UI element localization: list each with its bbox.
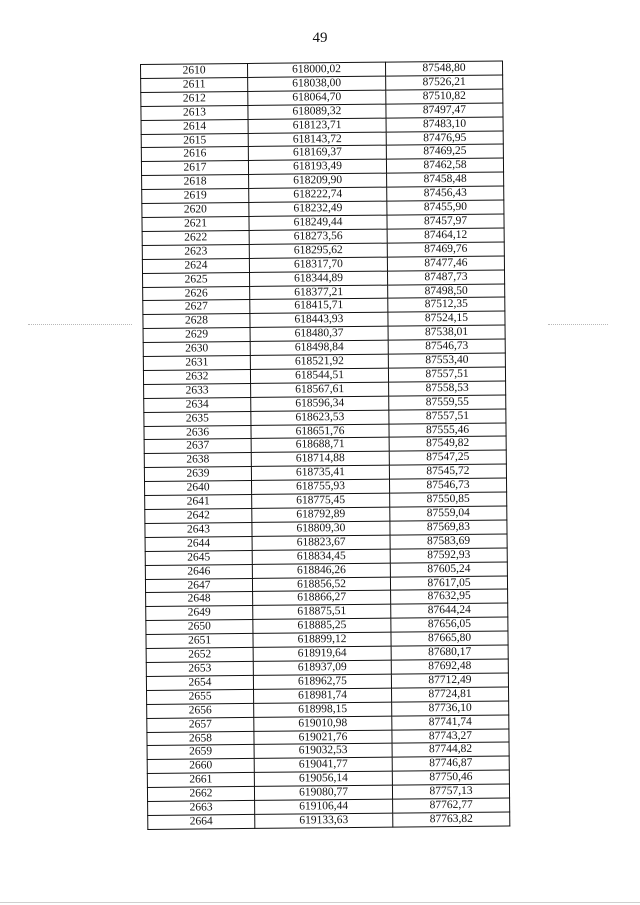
point-number-cell: 2614 — [141, 119, 248, 134]
y-coordinate-cell: 87680,17 — [391, 645, 508, 660]
point-number-cell: 2640 — [145, 481, 252, 496]
y-coordinate-cell: 87750,46 — [392, 770, 509, 785]
point-number-cell: 2619 — [142, 189, 249, 204]
point-number-cell: 2633 — [144, 383, 251, 398]
y-coordinate-cell: 87743,27 — [392, 728, 509, 743]
point-number-cell: 2620 — [142, 203, 249, 218]
x-coordinate-cell: 618295,62 — [249, 243, 387, 258]
y-coordinate-cell: 87476,95 — [386, 131, 503, 146]
y-coordinate-cell: 87546,73 — [389, 478, 506, 493]
point-number-cell: 2656 — [147, 703, 254, 718]
x-coordinate-cell: 618089,32 — [248, 104, 386, 119]
x-coordinate-cell: 619106,44 — [255, 799, 393, 814]
y-coordinate-cell: 87656,05 — [391, 617, 508, 632]
point-number-cell: 2632 — [143, 369, 250, 384]
y-coordinate-cell: 87524,15 — [388, 311, 505, 326]
x-coordinate-cell: 618193,49 — [248, 159, 386, 174]
x-coordinate-cell: 618596,34 — [251, 396, 389, 411]
point-number-cell: 2651 — [146, 634, 253, 649]
y-coordinate-cell: 87538,01 — [388, 325, 505, 340]
y-coordinate-cell: 87462,58 — [386, 158, 503, 173]
y-coordinate-cell: 87458,48 — [387, 172, 504, 187]
point-number-cell: 2655 — [147, 689, 254, 704]
x-coordinate-cell: 618775,45 — [252, 493, 390, 508]
y-coordinate-cell: 87477,46 — [387, 256, 504, 271]
y-coordinate-cell: 87550,85 — [390, 492, 507, 507]
y-coordinate-cell: 87464,12 — [387, 228, 504, 243]
x-coordinate-cell: 618735,41 — [251, 465, 389, 480]
point-number-cell: 2652 — [146, 648, 253, 663]
point-number-cell: 2617 — [141, 161, 248, 176]
point-number-cell: 2653 — [146, 661, 253, 676]
point-number-cell: 2648 — [146, 592, 253, 607]
y-coordinate-cell: 87498,50 — [388, 284, 505, 299]
point-number-cell: 2631 — [143, 355, 250, 370]
x-coordinate-cell: 618981,74 — [254, 688, 392, 703]
point-number-cell: 2660 — [147, 759, 254, 774]
point-number-cell: 2623 — [142, 244, 249, 259]
x-coordinate-cell: 618249,44 — [249, 215, 387, 230]
point-number-cell: 2627 — [143, 300, 250, 315]
x-coordinate-cell: 618809,30 — [252, 521, 390, 536]
point-number-cell: 2659 — [147, 745, 254, 760]
x-coordinate-cell: 619080,77 — [254, 785, 392, 800]
y-coordinate-cell: 87757,13 — [392, 784, 509, 799]
point-number-cell: 2629 — [143, 328, 250, 343]
x-coordinate-cell: 618000,02 — [247, 62, 385, 77]
y-coordinate-cell: 87559,55 — [389, 395, 506, 410]
x-coordinate-cell: 618377,21 — [250, 285, 388, 300]
y-coordinate-cell: 87548,80 — [385, 61, 502, 76]
x-coordinate-cell: 618856,52 — [252, 577, 390, 592]
x-coordinate-cell: 618823,67 — [252, 535, 390, 550]
y-coordinate-cell: 87557,51 — [389, 409, 506, 424]
y-coordinate-cell: 87557,51 — [388, 367, 505, 382]
x-coordinate-cell: 618232,49 — [249, 201, 387, 216]
x-coordinate-cell: 618143,72 — [248, 132, 386, 147]
x-coordinate-cell: 618937,09 — [253, 660, 391, 675]
point-number-cell: 2618 — [142, 175, 249, 190]
point-number-cell: 2628 — [143, 314, 250, 329]
point-number-cell: 2635 — [144, 411, 251, 426]
point-number-cell: 2646 — [145, 564, 252, 579]
y-coordinate-cell: 87545,72 — [389, 464, 506, 479]
x-coordinate-cell: 618317,70 — [249, 257, 387, 272]
point-number-cell: 2654 — [146, 675, 253, 690]
x-coordinate-cell: 618443,93 — [250, 312, 388, 327]
x-coordinate-cell: 618834,45 — [252, 549, 390, 564]
y-coordinate-cell: 87558,53 — [389, 381, 506, 396]
point-number-cell: 2622 — [142, 230, 249, 245]
point-number-cell: 2612 — [141, 91, 248, 106]
x-coordinate-cell: 618962,75 — [253, 674, 391, 689]
x-coordinate-cell: 618498,84 — [250, 340, 388, 355]
point-number-cell: 2641 — [145, 495, 252, 510]
point-number-cell: 2636 — [144, 425, 251, 440]
x-coordinate-cell: 618623,53 — [251, 410, 389, 425]
x-coordinate-cell: 618415,71 — [250, 299, 388, 314]
y-coordinate-cell: 87559,04 — [390, 506, 507, 521]
point-number-cell: 2637 — [144, 439, 251, 454]
y-coordinate-cell: 87487,73 — [387, 270, 504, 285]
x-coordinate-cell: 618544,51 — [250, 368, 388, 383]
y-coordinate-cell: 87526,21 — [386, 75, 503, 90]
y-coordinate-cell: 87457,97 — [387, 214, 504, 229]
x-coordinate-cell: 618123,71 — [248, 118, 386, 133]
x-coordinate-cell: 618567,61 — [251, 382, 389, 397]
point-number-cell: 2643 — [145, 522, 252, 537]
x-coordinate-cell: 619021,76 — [254, 730, 392, 745]
x-coordinate-cell: 618169,37 — [248, 146, 386, 161]
x-coordinate-cell: 618209,90 — [249, 173, 387, 188]
y-coordinate-cell: 87644,24 — [391, 603, 508, 618]
x-coordinate-cell: 618521,92 — [250, 354, 388, 369]
x-coordinate-cell: 618755,93 — [252, 479, 390, 494]
coordinates-table-body — [141, 61, 510, 829]
y-coordinate-cell: 87744,82 — [392, 742, 509, 757]
point-number-cell: 2621 — [142, 216, 249, 231]
y-coordinate-cell: 87456,43 — [387, 186, 504, 201]
point-number-cell: 2662 — [147, 787, 254, 802]
y-coordinate-cell: 87692,48 — [391, 659, 508, 674]
point-number-cell: 2664 — [148, 814, 255, 829]
y-coordinate-cell: 87605,24 — [390, 562, 507, 577]
x-coordinate-cell: 619133,63 — [255, 813, 393, 828]
point-number-cell: 2649 — [146, 606, 253, 621]
y-coordinate-cell: 87617,05 — [390, 576, 507, 591]
y-coordinate-cell: 87592,93 — [390, 548, 507, 563]
y-coordinate-cell: 87712,49 — [391, 673, 508, 688]
point-number-cell: 2624 — [142, 258, 249, 273]
coordinates-table — [140, 61, 510, 830]
point-number-cell: 2642 — [145, 508, 252, 523]
y-coordinate-cell: 87547,25 — [389, 450, 506, 465]
y-coordinate-cell: 87583,69 — [390, 534, 507, 549]
point-number-cell: 2634 — [144, 397, 251, 412]
point-number-cell: 2615 — [141, 133, 248, 148]
y-coordinate-cell: 87746,87 — [392, 756, 509, 771]
point-number-cell: 2611 — [141, 77, 248, 92]
x-coordinate-cell: 619041,77 — [254, 757, 392, 772]
point-number-cell: 2625 — [143, 272, 250, 287]
y-coordinate-cell: 87569,83 — [390, 520, 507, 535]
point-number-cell: 2638 — [144, 453, 251, 468]
point-number-cell: 2630 — [143, 342, 250, 357]
y-coordinate-cell: 87553,40 — [388, 353, 505, 368]
y-coordinate-cell: 87483,10 — [386, 117, 503, 132]
x-coordinate-cell: 618480,37 — [250, 326, 388, 341]
x-coordinate-cell: 619010,98 — [254, 716, 392, 731]
point-number-cell: 2658 — [147, 731, 254, 746]
x-coordinate-cell: 618885,25 — [253, 618, 391, 633]
y-coordinate-cell: 87497,47 — [386, 103, 503, 118]
x-coordinate-cell: 618866,27 — [253, 591, 391, 606]
y-coordinate-cell: 87665,80 — [391, 631, 508, 646]
point-number-cell: 2647 — [145, 578, 252, 593]
y-coordinate-cell: 87632,95 — [391, 589, 508, 604]
x-coordinate-cell: 618064,70 — [248, 90, 386, 105]
y-coordinate-cell: 87741,74 — [392, 715, 509, 730]
y-coordinate-cell: 87469,25 — [386, 144, 503, 159]
x-coordinate-cell: 618651,76 — [251, 424, 389, 439]
x-coordinate-cell: 618688,71 — [251, 438, 389, 453]
point-number-cell: 2626 — [143, 286, 250, 301]
y-coordinate-cell: 87546,73 — [388, 339, 505, 354]
y-coordinate-cell: 87724,81 — [392, 687, 509, 702]
y-coordinate-cell: 87469,76 — [387, 242, 504, 257]
point-number-cell: 2657 — [147, 717, 254, 732]
x-coordinate-cell: 618919,64 — [253, 646, 391, 661]
point-number-cell: 2616 — [141, 147, 248, 162]
x-coordinate-cell: 619056,14 — [254, 771, 392, 786]
y-coordinate-cell: 87512,35 — [388, 297, 505, 312]
y-coordinate-cell: 87555,46 — [389, 423, 506, 438]
x-coordinate-cell: 619032,53 — [254, 744, 392, 759]
right-scan-mark — [548, 324, 608, 326]
bottom-edge-line — [0, 902, 640, 903]
x-coordinate-cell: 618846,26 — [252, 563, 390, 578]
point-number-cell: 2663 — [148, 800, 255, 815]
x-coordinate-cell: 618344,89 — [250, 271, 388, 286]
point-number-cell: 2610 — [141, 63, 248, 78]
point-number-cell: 2613 — [141, 105, 248, 120]
y-coordinate-cell: 87736,10 — [392, 701, 509, 716]
x-coordinate-cell: 618222,74 — [249, 187, 387, 202]
x-coordinate-cell: 618273,56 — [249, 229, 387, 244]
x-coordinate-cell: 618792,89 — [252, 507, 390, 522]
y-coordinate-cell: 87549,82 — [389, 436, 506, 451]
x-coordinate-cell: 618998,15 — [254, 702, 392, 717]
point-number-cell: 2650 — [146, 620, 253, 635]
point-number-cell: 2661 — [147, 773, 254, 788]
left-scan-mark — [28, 324, 132, 326]
x-coordinate-cell: 618038,00 — [248, 76, 386, 91]
page-number: 49 — [312, 30, 328, 46]
x-coordinate-cell: 618899,12 — [253, 632, 391, 647]
point-number-cell: 2644 — [145, 536, 252, 551]
y-coordinate-cell: 87762,77 — [393, 798, 510, 813]
x-coordinate-cell: 618875,51 — [253, 604, 391, 619]
table-row — [148, 812, 510, 829]
y-coordinate-cell: 87763,82 — [393, 812, 510, 827]
y-coordinate-cell: 87455,90 — [387, 200, 504, 215]
point-number-cell: 2645 — [145, 550, 252, 565]
y-coordinate-cell: 87510,82 — [386, 89, 503, 104]
x-coordinate-cell: 618714,88 — [251, 452, 389, 467]
point-number-cell: 2639 — [144, 467, 251, 482]
